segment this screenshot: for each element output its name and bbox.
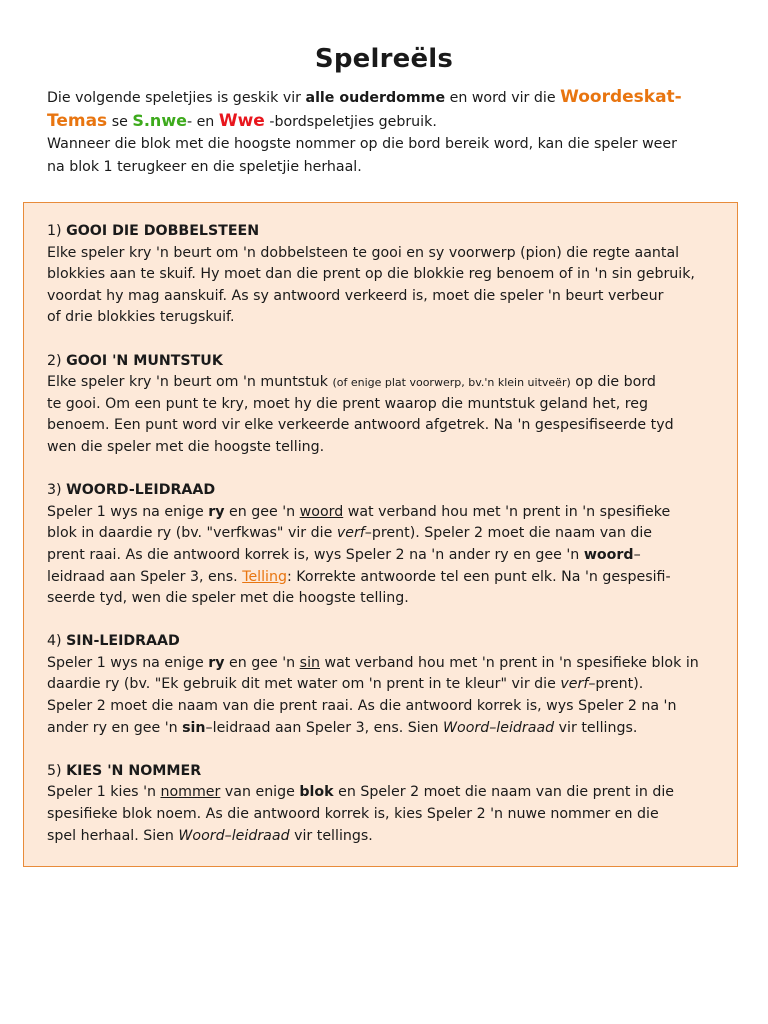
rule-text: spesifieke blok noem. As die antwoord korrek is, kies Speler 2 'n nuwe nommer en die [47,806,659,823]
intro-emphasis: alle ouderdomme [305,90,446,106]
rule-text-part: : Korrekte antwoorde tel een punt elk. Na 'n gespesifi- [287,568,671,585]
rule-italic: Woord–leidraad [442,719,555,736]
rule-italic: verf [336,525,365,542]
rule-text-part: vir tellings. [289,827,373,844]
rule-text-part: en gee 'n [224,654,300,671]
rule-text-part: wat verband hou met 'n prent in 'n spesifieke [343,503,671,520]
intro-line [47,86,727,110]
rule-text: benoem. Een punt word vir elke verkeerde antwoord afgetrek. Na 'n gespesifiseerde tyd [47,417,674,434]
rule-text: voordat hy mag aanskuif. As sy antwoord verkeerd is, moet die speler 'n beurt verbeur [47,287,664,304]
rule-text [47,718,727,740]
rule-heading [47,631,727,653]
rule-text-part: ander ry en gee 'n [47,719,183,736]
intro-text: en word vir die [445,90,561,106]
intro-paragraph [47,86,727,178]
intro-line: na blok 1 terugkeer en die speletjie herhaal. [47,158,362,175]
rule-underlined: nommer [160,784,221,801]
rule-text-part: Elke speler kry 'n beurt om 'n muntstuk [47,374,333,391]
rule-text-part: daardie ry (bv. "Ek gebruik dit met water om 'n prent in te kleur" vir die [47,676,561,693]
rule-italic: Woord–leidraad [178,827,290,844]
rule-heading [47,351,727,373]
rule-underlined: woord [299,503,344,520]
rule-text-part: prent raai. As die antwoord korrek is, wys Speler 2 na 'n ander ry en gee 'n [47,546,584,563]
rule-emphasis: ry [208,503,225,520]
rule-number: 1) [47,223,67,239]
rule-text: of drie blokkies terugskuif. [47,309,235,326]
rule-text-part: –prent). [588,676,644,693]
telling-label: Telling [242,568,287,585]
rule-text-part: van enige [220,784,300,801]
rule-number: 4) [47,633,67,650]
rule-text [47,545,727,567]
intro-text: se [107,113,133,130]
board-name-red: Wwe [218,110,265,131]
rule-text-part: spel herhaal. Sien [47,827,179,844]
rule-text [47,653,727,675]
rule-title: GOOI DIE DOBBELSTEEN [66,223,260,239]
rule-title: KIES 'N NOMMER [66,762,202,779]
rule-text: seerde tyd, wen die speler met die hoogste telling. [47,590,409,607]
rules-list [47,221,727,869]
rule-section-1 [47,221,727,329]
rule-text [47,826,727,848]
rule-section-5 [47,761,727,847]
rule-text [47,782,727,804]
rule-text [47,674,727,696]
intro-line [47,110,727,134]
rule-heading [47,761,727,783]
rule-text: Speler 2 moet die naam van die prent raai. As die antwoord korrek is, wys Speler 2 na 'n [47,698,677,715]
rule-text-part: leidraad aan Speler 3, ens. [47,568,243,585]
rule-text-part: Speler 1 wys na enige [47,503,209,520]
rule-text-part: op die bord [570,374,656,391]
rule-text [47,567,727,589]
rule-heading [47,480,727,502]
rule-text: blokkies aan te skuif. Hy moet dan die prent op die blokkie reg benoem of in 'n sin gebruik, [47,266,695,283]
rule-section-4 [47,631,727,739]
rule-text-part: – [633,546,641,563]
intro-text: -bordspeletjies gebruik. [264,113,437,130]
rule-text-part: Speler 1 kies 'n [47,784,161,801]
rule-text-part: blok in daardie ry (bv. "verfkwas" vir die [47,525,337,542]
theme-name-temas: Temas [47,110,108,131]
rule-number: 2) [47,352,67,369]
rule-heading [47,221,727,243]
rule-emphasis: sin [182,719,206,736]
rule-text: te gooi. Om een punt te kry, moet hy die prent waarop die muntstuk geland het, reg [47,395,648,412]
intro-line: Wanneer die blok met die hoogste nommer op die bord bereik word, kan die speler weer [47,136,677,152]
rule-italic: verf [560,676,589,693]
board-name-green: S.nwe [132,110,187,130]
rule-number: 3) [47,482,67,499]
rule-text [47,523,727,545]
rule-title: WOORD-LEIDRAAD [66,482,216,499]
rule-text: wen die speler met die hoogste telling. [47,438,325,455]
page-title: Spelreëls [314,44,454,74]
rule-section-3 [47,480,727,610]
rule-text-part: en gee 'n [224,503,300,520]
intro-text: Die volgende speletjies is geskik vir [47,90,306,106]
rule-text [47,372,727,394]
rule-note: (of enige plat voorwerp, bv.'n klein uitveër) [332,376,571,390]
rule-emphasis: woord [583,546,634,563]
theme-name-woordeskat: Woordeskat- [560,87,682,107]
rule-emphasis: blok [299,784,334,801]
rule-title: SIN-LEIDRAAD [66,633,180,650]
rule-text-part: Speler 1 wys na enige [47,654,209,671]
rule-number: 5) [47,762,67,779]
rule-title: GOOI 'N MUNTSTUK [66,352,223,369]
intro-text: - en [186,113,219,130]
rule-section-2 [47,351,727,459]
rule-text [47,502,727,524]
rule-text-part: –leidraad aan Speler 3, ens. Sien [205,719,443,736]
rule-text-part: vir tellings. [554,719,638,736]
rule-text-part: wat verband hou met 'n prent in 'n spesifieke blok in [320,654,699,671]
rule-underlined: sin [299,654,320,671]
rule-text-part: –prent). Speler 2 moet die naam van die [364,525,653,542]
rule-text-part: en Speler 2 moet die naam van die prent in die [333,784,675,801]
rule-text: Elke speler kry 'n beurt om 'n dobbelsteen te gooi en sy voorwerp (pion) die regte aantal [47,244,680,261]
rule-emphasis: ry [208,654,225,671]
